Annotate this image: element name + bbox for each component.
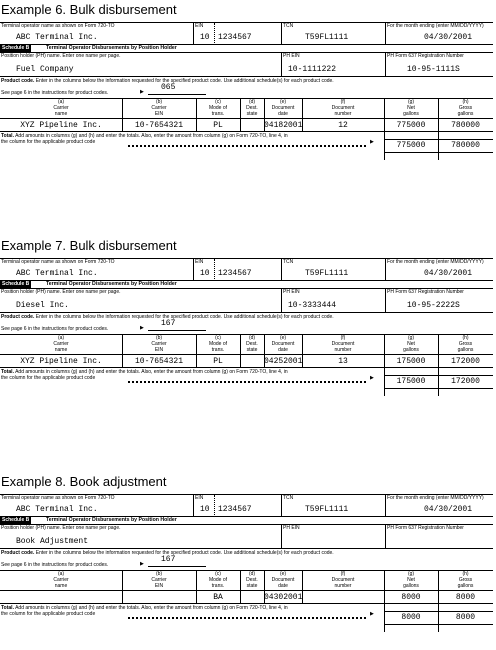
col-c-header: (c) Mode of trans. [208, 335, 228, 353]
operator-name[interactable]: ABC Terminal Inc. [16, 33, 98, 42]
operator-label: Terminal operator name as shown on Form 720-TO [1, 495, 115, 501]
product-code-value[interactable]: 065 [161, 83, 176, 92]
operator-label: Terminal operator name as shown on Form 720-TO [1, 259, 115, 265]
col-d-header: (d) Dest. state [246, 335, 258, 353]
total-net-gallons[interactable]: 175000 [396, 377, 426, 386]
col-f-header: (f) Document number [331, 335, 355, 353]
carrier-name[interactable]: XYZ Pipeline Inc. [20, 121, 102, 130]
example-title: Example 7. Bulk disbursement [1, 238, 177, 253]
ein-label: EIN [195, 259, 204, 265]
gross-gallons[interactable]: 780000 [451, 121, 480, 130]
ph-name-value[interactable]: Fuel Company [16, 65, 74, 74]
arrow-icon: ▶ [140, 325, 144, 331]
total-net-gallons[interactable]: 8000 [401, 613, 421, 622]
example-title: Example 6. Bulk disbursement [1, 2, 177, 17]
ph-ein-value[interactable]: 10-3333444 [288, 301, 337, 310]
mode-of-trans[interactable]: PL [213, 357, 223, 366]
see-page-note: See page 6 in the instructions for product codes. [1, 562, 109, 568]
period-value[interactable]: 04/30/2001 [424, 33, 473, 42]
col-d-header: (d) Dest. state [246, 571, 258, 589]
ph-637-value[interactable]: 10-95-1111S [407, 65, 460, 74]
document-date[interactable]: 04302001 [264, 593, 303, 602]
mode-of-trans[interactable]: PL [213, 121, 223, 130]
col-e-header: (e) Document date [271, 99, 295, 117]
col-h-header: (h) Gross gallons [457, 335, 474, 353]
tcn-value[interactable]: T59FL1111 [305, 269, 349, 278]
tcn-label: TCN [283, 23, 294, 29]
operator-label: Terminal operator name as shown on Form 720-TO [1, 23, 115, 29]
schedule-badge: Schedule B [2, 281, 30, 287]
total-instruction: Total. Add amounts in columns (g) and (h) and enter the totals. Also, enter the amount from column (g) on Form 720-TO, line 4, in the column for the applicable product code [1, 605, 288, 617]
tcn-label: TCN [283, 495, 294, 501]
gross-gallons[interactable]: 8000 [455, 593, 476, 602]
col-h-header: (h) Gross gallons [457, 571, 474, 589]
product-code-instruction: Product code. Enter in the columns below the information requested for the specified product code. Use additional schedule(s) for each product code. [1, 78, 334, 84]
product-code-value[interactable]: 167 [161, 319, 176, 328]
arrow-icon: ▶ [370, 611, 374, 617]
period-label: For the month ending (enter MM/DD/YYYY) [387, 495, 484, 501]
arrow-icon: ▶ [370, 375, 374, 381]
period-label: For the month ending (enter MM/DD/YYYY) [387, 259, 484, 265]
ph-ein-label: PH EIN [283, 289, 300, 295]
ein-value[interactable]: 1234567 [218, 33, 252, 42]
gross-gallons[interactable]: 172000 [451, 357, 480, 366]
document-number[interactable]: 13 [338, 357, 348, 366]
net-gallons[interactable]: 8000 [401, 593, 421, 602]
net-gallons[interactable]: 775000 [396, 121, 426, 130]
col-a-header: (a) Carrier name [53, 571, 69, 589]
col-g-header: (g) Net gallons [403, 335, 419, 353]
col-e-header: (e) Document date [271, 571, 295, 589]
ein-prefix[interactable]: 10 [200, 269, 210, 278]
net-gallons[interactable]: 175000 [396, 357, 426, 366]
document-date[interactable]: 04252001 [264, 357, 303, 366]
arrow-icon: ▶ [140, 561, 144, 567]
col-f-header: (f) Document number [331, 99, 355, 117]
ph-name-label: Position holder (PH) name. Enter one name per page. [1, 53, 121, 59]
ph-name-label: Position holder (PH) name. Enter one name per page. [1, 289, 121, 295]
col-b-header: (b) Carrier EIN [151, 571, 167, 589]
col-h-header: (h) Gross gallons [457, 99, 474, 117]
carrier-ein[interactable]: 10-7654321 [134, 357, 183, 366]
total-gross-gallons[interactable]: 780000 [451, 141, 480, 150]
document-number[interactable]: 12 [338, 121, 348, 130]
col-d-header: (d) Dest. state [246, 99, 258, 117]
ph-637-label: PH Form 637 Registration Number [387, 525, 464, 531]
product-code-instruction: Product code. Enter in the columns below the information requested for the specified product code. Use additional schedule(s) for each product code. [1, 550, 334, 556]
ph-name-value[interactable]: Diesel Inc. [16, 301, 69, 310]
col-a-header: (a) Carrier name [53, 99, 69, 117]
ph-637-label: PH Form 637 Registration Number [387, 289, 464, 295]
ph-name-value[interactable]: Book Adjustment [16, 537, 89, 546]
total-net-gallons[interactable]: 775000 [396, 141, 426, 150]
period-value[interactable]: 04/30/2001 [424, 269, 473, 278]
period-label: For the month ending (enter MM/DD/YYYY) [387, 23, 484, 29]
ph-name-label: Position holder (PH) name. Enter one name per page. [1, 525, 121, 531]
schedule-badge: Schedule B [2, 517, 30, 523]
col-f-header: (f) Document number [331, 571, 355, 589]
ein-prefix[interactable]: 10 [200, 505, 210, 514]
ph-ein-label: PH EIN [283, 525, 300, 531]
ein-label: EIN [195, 23, 204, 29]
see-page-note: See page 6 in the instructions for product codes. [1, 326, 109, 332]
operator-name[interactable]: ABC Terminal Inc. [16, 505, 98, 514]
ein-label: EIN [195, 495, 204, 501]
see-page-note: See page 6 in the instructions for product codes. [1, 90, 109, 96]
col-g-header: (g) Net gallons [403, 99, 419, 117]
period-value[interactable]: 04/30/2001 [424, 505, 473, 514]
tcn-value[interactable]: T59FL1111 [305, 505, 349, 514]
product-code-instruction: Product code. Enter in the columns below the information requested for the specified product code. Use additional schedule(s) for each product code. [1, 314, 334, 320]
schedule-title: Terminal Operator Disbursements by Position Holder [46, 45, 177, 51]
col-b-header: (b) Carrier EIN [151, 335, 167, 353]
schedule-badge: Schedule B [2, 45, 30, 51]
col-a-header: (a) Carrier name [53, 335, 69, 353]
document-date[interactable]: 04182001 [264, 121, 303, 130]
col-g-header: (g) Net gallons [403, 571, 419, 589]
tcn-value[interactable]: T59FL1111 [305, 33, 349, 42]
product-code-value[interactable]: 167 [161, 555, 176, 564]
ein-value[interactable]: 1234567 [218, 269, 252, 278]
mode-of-trans[interactable]: BA [213, 593, 223, 602]
example-title: Example 8. Book adjustment [1, 474, 167, 489]
ph-ein-value[interactable]: 10-1111222 [288, 65, 337, 74]
ph-637-label: PH Form 637 Registration Number [387, 53, 464, 59]
carrier-name[interactable]: XYZ Pipeline Inc. [20, 357, 102, 366]
ein-value[interactable]: 1234567 [218, 505, 252, 514]
col-e-header: (e) Document date [271, 335, 295, 353]
ein-prefix[interactable]: 10 [200, 33, 210, 42]
col-c-header: (c) Mode of trans. [208, 571, 228, 589]
col-b-header: (b) Carrier EIN [151, 99, 167, 117]
arrow-icon: ▶ [140, 89, 144, 95]
total-gross-gallons[interactable]: 172000 [451, 377, 480, 386]
ph-ein-label: PH EIN [283, 53, 300, 59]
total-instruction: Total. Add amounts in columns (g) and (h) and enter the totals. Also, enter the amount from column (g) on Form 720-TO, line 4, in the column for the applicable product code [1, 133, 288, 145]
total-gross-gallons[interactable]: 8000 [455, 613, 476, 622]
operator-name[interactable]: ABC Terminal Inc. [16, 269, 98, 278]
tcn-label: TCN [283, 259, 294, 265]
col-c-header: (c) Mode of trans. [208, 99, 228, 117]
ph-637-value[interactable]: 10-95-2222S [407, 301, 460, 310]
schedule-title: Terminal Operator Disbursements by Position Holder [46, 517, 177, 523]
arrow-icon: ▶ [370, 139, 374, 145]
total-instruction: Total. Add amounts in columns (g) and (h) and enter the totals. Also, enter the amount from column (g) on Form 720-TO, line 4, in the column for the applicable product code [1, 369, 288, 381]
schedule-title: Terminal Operator Disbursements by Position Holder [46, 281, 177, 287]
carrier-ein[interactable]: 10-7654321 [134, 121, 183, 130]
